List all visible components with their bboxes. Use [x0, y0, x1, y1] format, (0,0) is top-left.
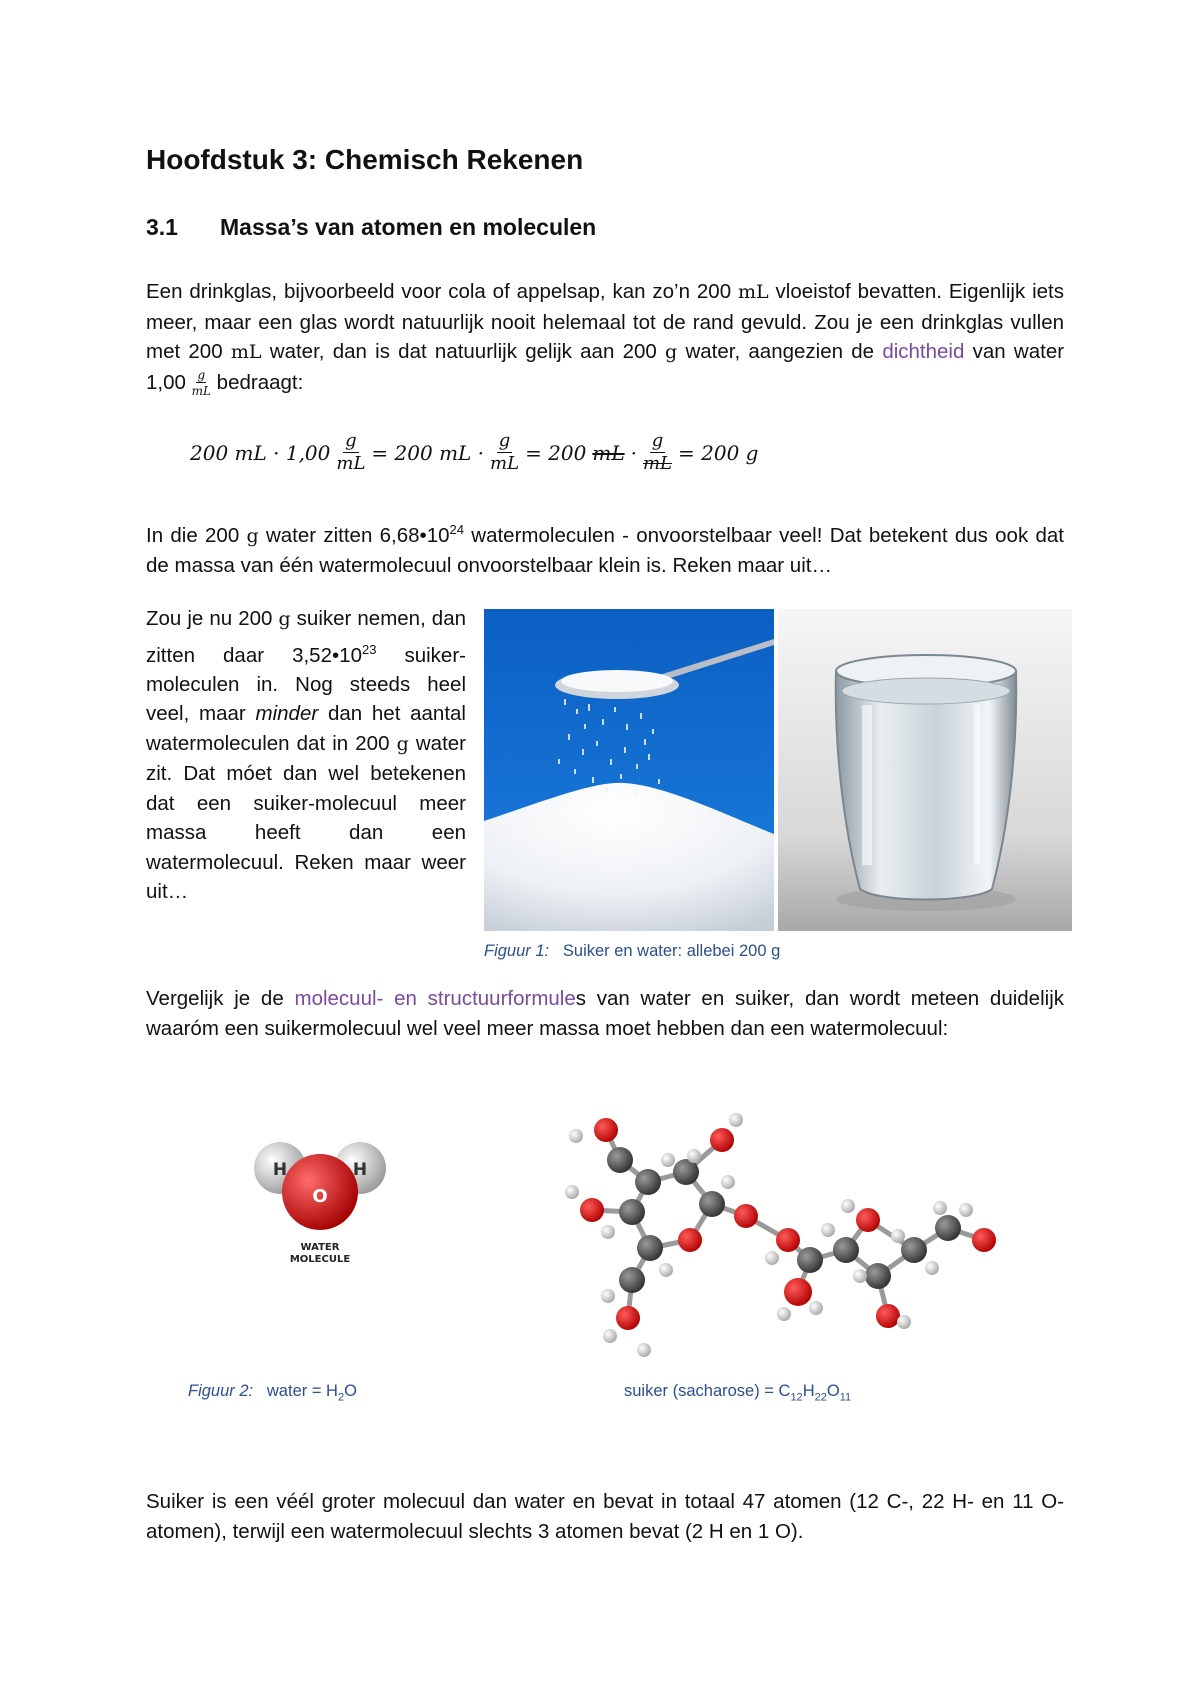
water-model-label-1: WATER — [300, 1242, 340, 1253]
section-title: Massa’s van atomen en moleculen — [220, 214, 597, 240]
figure-1-label: Figuur 1: — [484, 942, 550, 960]
figure-1-caption: Figuur 1: Suiker en water: allebei 200 g — [484, 942, 781, 960]
paragraph-compare-formulas: Vergelijk je de molecuul- en structuurformules van water en suiker, dan wordt meteen duidelijk waaróm een suikermolecuul wel veel meer massa moet hebben dan een watermolecuul: — [146, 987, 1064, 1040]
paragraph-atom-count: Suiker is een véél groter molecuul dan water en bevat in totaal 47 atomen (12 C-, 22 H- en 11 O-atomen), terwijl een watermolecuul slechts 3 atomen bevat (2 H en 1 O). — [146, 1490, 1064, 1543]
water-molecule-model — [250, 1130, 390, 1270]
chapter-title: Hoofdstuk 3: Chemisch Rekenen — [146, 144, 584, 175]
paragraph-intro: Een drinkglas, bijvoorbeeld voor cola of appelsap, kan zo’n 200 mL vloeistof bevatten. Eigenlijk iets meer, maar een glas wordt natuurlijk nooit helemaal tot de rand gevuld. Zou je een drinkglas vullen met 200 mL water, dan is dat natuurlijk gelijk aan 200 g water, aangezien de dichtheid van water 1,00 $\frac{g}{mL}$ bedraagt: — [146, 280, 1065, 399]
water-glass-photo — [778, 609, 1072, 931]
density-fraction: $\frac{g}{mL}$ — [191, 368, 211, 399]
water-model-o: O — [312, 1186, 328, 1207]
sugar-photo — [484, 609, 774, 931]
figure-2-caption-water: Figuur 2: water = $H_2O$ — [188, 1382, 357, 1404]
figure-2-caption-sugar: suiker (sacharose) = $C_{12}H_{22}O_{11}$ — [624, 1382, 852, 1404]
link-molecuulformules[interactable]: molecuul- en structuurformule — [294, 987, 576, 1010]
link-dichtheid[interactable]: dichtheid — [882, 340, 965, 363]
sucrose-molecule-model — [548, 1100, 998, 1360]
paragraph-sugar-molecules: Zou je nu 200 g suiker nemen, dan zitten daar $3,52•10^{23}$ suiker-moleculen in. Nog steeds heel veel, maar minder dan het aantal watermoleculen dat in 200 g water zit. Dat móet dan wel betekenen dat een suiker-molecuul meer massa heeft dan een watermolecuul. Reken maar weer uit… — [146, 607, 467, 904]
water-model-h-right: H — [352, 1160, 368, 1180]
density-equation: 200 mL · 1,00 $\frac{g}{mL}$ = 200 mL · $\frac{g}{mL}$ = 200 mL · $\frac{g}{mL}$ = 200 g — [190, 430, 759, 474]
section-heading — [146, 214, 596, 241]
figure-2-label: Figuur 2: — [188, 1382, 254, 1400]
paragraph-water-molecules: In die 200 g water zitten $6,68•10^{24}$ watermoleculen - onvoorstelbaar veel! Dat betekent dus ook dat de massa van één watermolecuul onvoorstelbaar klein is. Reken maar uit… — [146, 522, 1064, 578]
section-number: 3.1 — [146, 214, 178, 240]
water-model-label-2: MOLECULE — [289, 1254, 351, 1265]
water-model-h-left: H — [272, 1160, 288, 1180]
